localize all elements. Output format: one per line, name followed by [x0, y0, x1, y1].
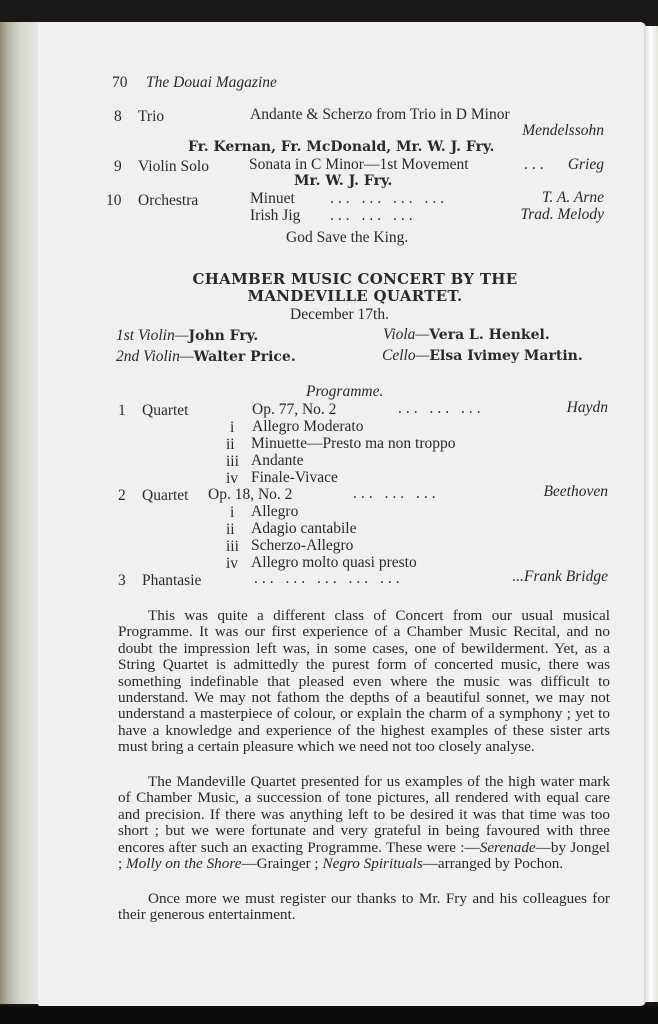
concert-title-line2: MANDEVILLE QUARTET.: [247, 287, 463, 305]
item-number: 9: [114, 158, 122, 175]
player-name: Walter Price.: [193, 349, 296, 365]
player-cello: [382, 347, 583, 365]
item-piece: Minuet: [250, 190, 295, 207]
paragraph-text: This was quite a different class of Concert from our usual musical Programme. It was our first experience of a Chamber Music Recital, and no doubt the impression left was, in some cases, one of bewilderment. Yet, as a String Quartet is admittedly the purest form of concerted music, there was something indefinable that pleased even where the music was difficult to understand. We may not fathom the depths of a beautiful sonnet, we may not understand a masterpiece of colour, or explain the charm of a symphony ; yet to have a knowledge and experience of the highest examples of these sister arts must bring a certain pleasure which we need not too closely analyse.: [118, 607, 610, 756]
movement-numeral: ii: [226, 436, 235, 453]
leader-dots: ...: [524, 156, 548, 173]
paragraph-text: —by Jongel ;: [118, 838, 610, 873]
programme-composer: Haydn: [566, 399, 608, 416]
leader-dots: ... ... ... ... ...: [254, 570, 404, 587]
programme-type: Phantasie: [142, 572, 202, 589]
body-paragraph-2: [118, 774, 610, 872]
paragraph-text: —arranged by Pochon.: [422, 855, 564, 873]
leader-dots: ... ... ...: [330, 207, 417, 224]
encore-title: Molly on the Shore: [126, 855, 242, 873]
programme-number: 1: [118, 402, 126, 419]
running-title: The Douai Magazine: [146, 74, 277, 91]
item-composer: Trad. Melody: [520, 206, 604, 223]
item-composer: T. A. Arne: [541, 189, 604, 206]
player-name: Vera L. Henkel.: [429, 327, 550, 343]
item-piece: Sonata in C Minor—1st Movement: [249, 156, 469, 173]
item-number: 10: [106, 192, 122, 209]
movement-numeral: iv: [226, 555, 239, 572]
item-type: Violin Solo: [138, 158, 209, 175]
movement-name: Finale-Vivace: [251, 469, 338, 486]
item-performers: Mr. W. J. Fry.: [294, 173, 393, 189]
concert-date: December 17th.: [290, 306, 389, 323]
item-piece: Irish Jig: [250, 207, 301, 224]
leader-dots: ... ... ... ...: [330, 190, 449, 207]
page-number: 70: [112, 74, 128, 91]
leader-dots: ... ... ...: [398, 400, 485, 417]
movement-name: Allegro Moderato: [252, 418, 364, 435]
item-piece: Andante & Scherzo from Trio in D Minor: [250, 106, 510, 123]
item-number: 8: [114, 108, 122, 125]
programme-type: Quartet: [142, 487, 189, 504]
scan-bottom-border: [0, 1006, 658, 1024]
player-role: Viola—: [383, 326, 430, 343]
player-viola: [383, 326, 550, 344]
programme-composer: Beethoven: [543, 483, 608, 500]
movement-numeral: ii: [226, 521, 235, 538]
page-edge: [644, 26, 658, 1002]
player-first-violin: [116, 327, 258, 345]
concert-title-line1: CHAMBER MUSIC CONCERT BY THE: [192, 270, 518, 288]
movement-numeral: iii: [226, 453, 239, 470]
paragraph-text: —Grainger ;: [241, 855, 323, 873]
body-paragraph-3: [118, 891, 610, 924]
movement-name: Allegro molto quasi presto: [251, 554, 417, 571]
programme-composer: ...Frank Bridge: [512, 568, 608, 585]
item-performers: Fr. Kernan, Fr. McDonald, Mr. W. J. Fry.: [188, 139, 495, 155]
movement-numeral: iv: [226, 470, 239, 487]
movement-numeral: i: [230, 419, 235, 436]
paragraph-text: Once more we must register our thanks to Mr. Fry and his colleagues for their generous entertainment.: [118, 890, 610, 924]
player-second-violin: [116, 348, 296, 366]
programme-heading: Programme.: [306, 383, 384, 400]
programme-opus: Op. 77, No. 2: [252, 401, 337, 418]
item-composer: Mendelssohn: [522, 122, 604, 139]
encore-title: Negro Spirituals: [322, 855, 423, 873]
movement-name: Minuette—Presto ma non troppo: [251, 435, 456, 452]
movement-name: Andante: [251, 452, 304, 469]
programme-number: 2: [118, 487, 126, 504]
movement-name: Scherzo-Allegro: [251, 537, 354, 554]
player-name: John Fry.: [188, 328, 259, 344]
programme-opus: Op. 18, No. 2: [208, 486, 293, 503]
programme-type: Quartet: [142, 402, 189, 419]
player-role: 1st Violin—: [116, 327, 189, 344]
body-paragraph-1: [118, 608, 610, 756]
anthem: God Save the King.: [286, 229, 409, 246]
encore-title: Serenade: [479, 838, 536, 856]
leader-dots: ... ... ...: [353, 485, 440, 502]
programme-number: 3: [118, 572, 126, 589]
item-type: Trio: [138, 108, 165, 125]
movement-name: Allegro: [251, 503, 299, 520]
player-name: Elsa Ivimey Martin.: [429, 348, 583, 364]
movement-numeral: i: [230, 504, 235, 521]
item-composer: Grieg: [567, 156, 604, 173]
movement-name: Adagio cantabile: [251, 520, 357, 537]
item-type: Orchestra: [138, 192, 199, 209]
movement-numeral: iii: [226, 538, 239, 555]
player-role: 2nd Violin—: [116, 348, 194, 365]
player-role: Cello—: [382, 347, 430, 364]
paragraph-text: The Mandeville Quartet presented for us examples of the high water mark of Chamber Music, a succession of tone pictures, all rendered with equal care and precision. If there was anything left to be desired it was that time was too short ; but we were fortunate and very grateful in being favoured with three encores after such an exacting Programme. These were :—: [118, 773, 610, 856]
